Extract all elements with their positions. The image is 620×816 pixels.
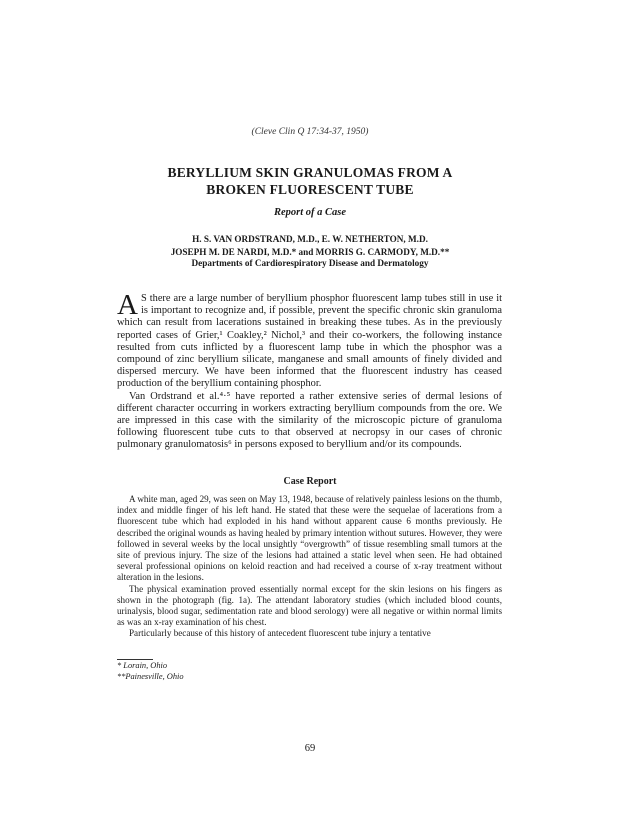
- authors-line-1: H. S. VAN ORDSTRAND, M.D., E. W. NETHERTON, M.D.: [192, 234, 428, 244]
- case-paragraph-2: The physical examination proved essentially normal except for the skin lesions on his fingers as shown in the photograph (fig. 1a). The attendant laboratory studies (which included blood counts, urinalysis, blood sugar, sedimentation rate and blood serology) were all negative or within normal limits as was an x-ray examination of his chest.: [117, 583, 502, 628]
- page-number: 69: [304, 743, 316, 754]
- article-subtitle: Report of a Case: [273, 207, 347, 218]
- intro-paragraph-1-text: S there are a large number of beryllium phosphor fluorescent lamp tubes still in use it is important to recognize and, if possible, prevent the specific chronic skin granuloma which can result from lacerations sustained in breaking these tubes. As in the previously reported cases of Grier,¹ Coakley,² Nichol,³ and their co-workers, the following instance resulted from cuts inflicted by a fluorescent lamp tube in which the phosphor was a compound of zinc beryllium silicate, manganese and small amounts of finely divided and dispersed mercury. We have been informed that the fluorescent industry has ceased production of the beryllium containing phosphor.: [117, 293, 502, 390]
- intro-paragraph-1: [117, 289, 502, 391]
- title-line-2: BROKEN FLUORESCENT TUBE: [206, 182, 414, 197]
- title-line-1: BERYLLIUM SKIN GRANULOMAS FROM A: [167, 165, 453, 180]
- introduction: [117, 289, 502, 452]
- authors: [100, 233, 520, 259]
- citation: (Cleve Clin Q 17:34-37, 1950): [251, 127, 369, 137]
- footnote-2: **Painesville, Ohio: [117, 672, 184, 681]
- drop-cap: A: [117, 289, 138, 321]
- authors-line-2: JOSEPH M. DE NARDI, M.D.* and MORRIS G. CARMODY, M.D.**: [170, 247, 450, 257]
- case-paragraph-1: A white man, aged 29, was seen on May 13, 1948, because of relatively painless lesions on the thumb, index and middle finger of his left hand. He stated that these were the sequelae of lacerations from a fluorescent tube which had exploded in his hand without apparent cause 6 months previously. He described the original wounds as having healed by primary intention without sutures. However, they were followed in several weeks by the local unsightly “overgrowth” of tissue resembling small tumors at the site of previous injury. The size of the lesions had attained a static level when seen. He had obtained several professional opinions on keloid reaction and had received a course of x-ray treatment without alteration in the lesions.: [117, 494, 503, 583]
- article-title: [100, 164, 520, 198]
- case-report-heading: Case Report: [283, 476, 337, 487]
- footnote-divider: [117, 659, 153, 660]
- departments: Departments of Cardiorespiratory Disease and Dermatology: [191, 258, 429, 268]
- case-paragraph-3: Particularly because of this history of antecedent fluorescent tube injury a tentative: [129, 628, 431, 639]
- intro-paragraph-2: Van Ordstrand et al.⁴·⁵ have reported a rather extensive series of dermal lesions of different character occurring in workers extracting beryllium compounds from the ore. We are impressed in this case with the similarity of the microscopic picture of granuloma following fluorescent tube cuts to that observed at necropsy in our cases of chronic pulmonary granulomatosis⁶ in persons exposed to beryllium and/or its compounds.: [117, 390, 502, 451]
- footnote-1: * Lorain, Ohio: [117, 661, 168, 670]
- case-report-body: [117, 494, 502, 640]
